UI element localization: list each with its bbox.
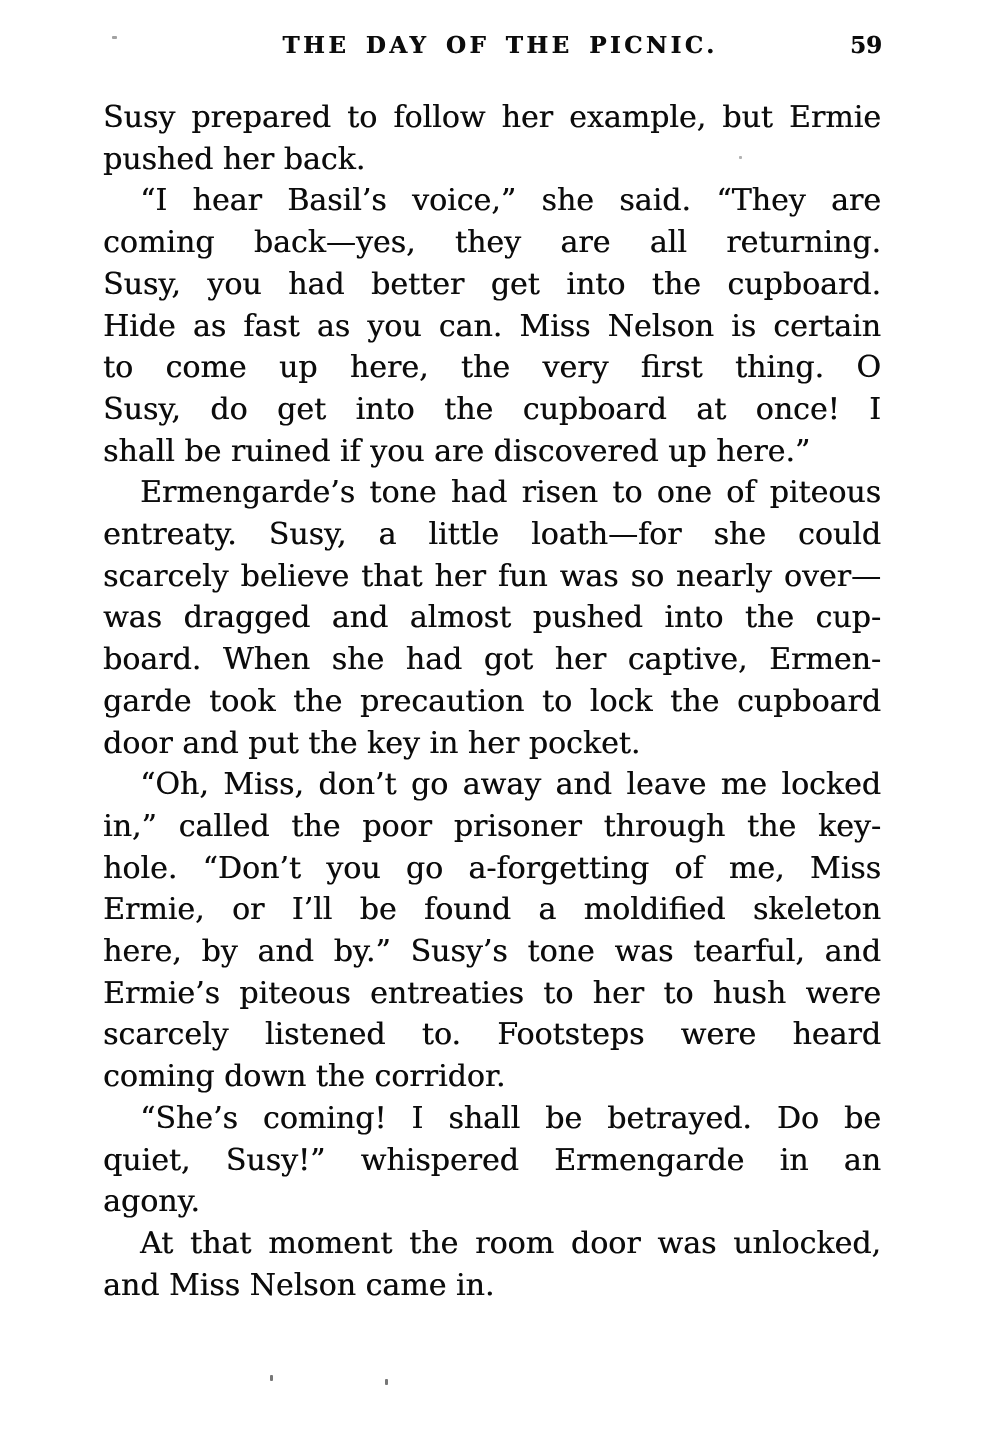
text-line: At that moment the room door was unlocked, — [140, 1225, 881, 1261]
text-line: pushed her back. — [103, 141, 366, 177]
text-line: Susy, do get into the cupboard at once! I — [103, 391, 881, 427]
paragraph — [103, 1098, 881, 1223]
paragraph — [103, 1223, 881, 1306]
text-line: Ermie, or I’ll be found a moldified skeleton — [103, 892, 881, 928]
text-line: quiet, Susy!” whispered Ermengarde in an — [103, 1142, 881, 1178]
text-line: shall be ruined if you are discovered up here.” — [103, 433, 811, 469]
paragraph — [103, 180, 881, 472]
text-body — [103, 97, 881, 1306]
page-number: 59 — [849, 32, 882, 59]
text-line: Susy, you had better get into the cupboard. — [103, 266, 881, 302]
scan-artifact — [385, 1379, 388, 1385]
text-line: Ermengarde’s tone had risen to one of piteous — [140, 475, 881, 511]
text-line: board. When she had got her captive, Ermen- — [103, 642, 881, 678]
text-line: entreaty. Susy, a little loath—for she could — [103, 517, 881, 553]
text-line: coming back—yes, they are all returning. — [103, 225, 881, 261]
text-line: “Oh, Miss, don’t go away and leave me locked — [140, 767, 881, 803]
text-line: “She’s coming! I shall be betrayed. Do be — [140, 1100, 881, 1136]
text-line: agony. — [103, 1184, 200, 1220]
text-line: hole. “Don’t you go a-forgetting of me, Miss — [103, 850, 881, 886]
paragraph — [103, 97, 881, 180]
text-line: in,” called the poor prisoner through the key- — [103, 808, 881, 844]
text-line: scarcely listened to. Footsteps were heard — [103, 1017, 881, 1053]
text-line: to come up here, the very first thing. O — [103, 350, 881, 386]
text-line: “I hear Basil’s voice,” she said. “They are — [140, 183, 881, 219]
running-header — [0, 32, 1000, 66]
running-title: THE DAY OF THE PICNIC. — [282, 32, 718, 59]
text-line: here, by and by.” Susy’s tone was tearful, and — [103, 934, 881, 970]
text-line: and Miss Nelson came in. — [103, 1267, 495, 1303]
text-line: door and put the key in her pocket. — [103, 725, 641, 761]
text-line: garde took the precaution to lock the cupboard — [103, 683, 881, 719]
text-line: Hide as fast as you can. Miss Nelson is certain — [103, 308, 881, 344]
scan-artifact — [112, 36, 117, 39]
text-line: was dragged and almost pushed into the cup- — [103, 600, 881, 636]
text-line: coming down the corridor. — [103, 1059, 506, 1095]
paragraph — [103, 764, 881, 1098]
paragraph — [103, 472, 881, 764]
scan-artifact — [739, 156, 742, 159]
text-line: Susy prepared to follow her example, but Ermie — [103, 100, 881, 135]
text-line: Ermie’s piteous entreaties to her to hush were — [103, 975, 881, 1011]
text-line: scarcely believe that her fun was so nearly over— — [103, 558, 881, 594]
scan-artifact — [270, 1375, 273, 1381]
